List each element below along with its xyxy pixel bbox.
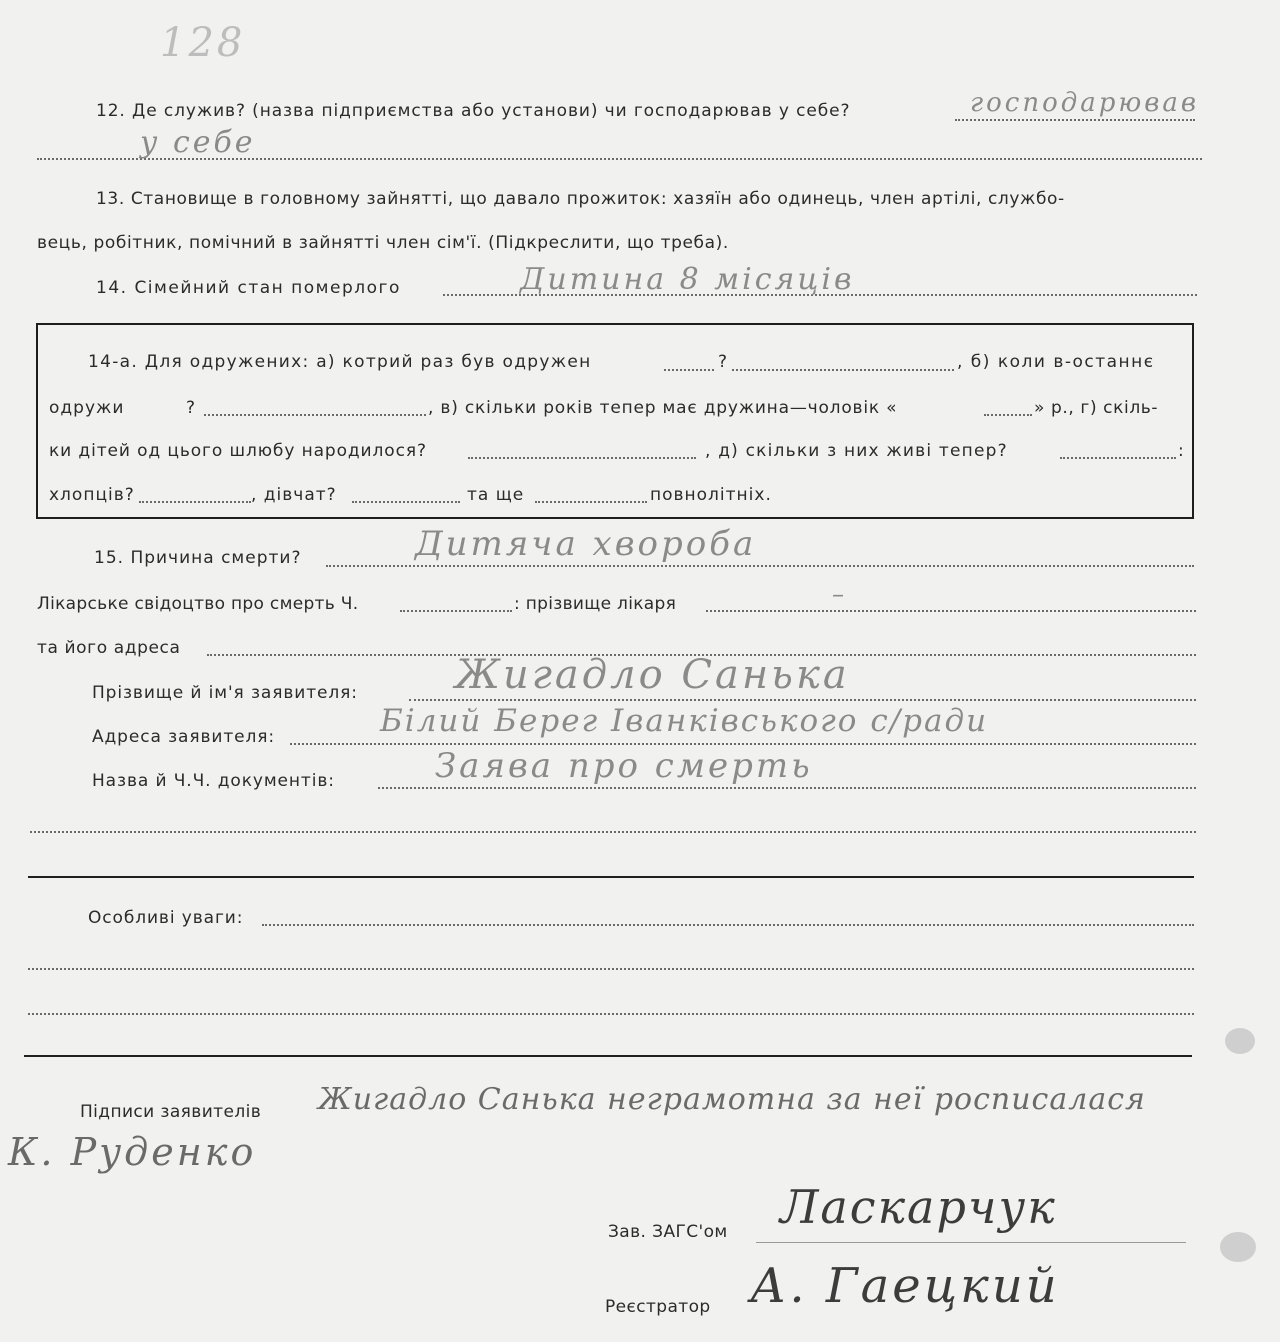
item14a-line4-a: хлопців? <box>49 485 135 505</box>
item14a-times-married-field <box>664 369 714 371</box>
pencil-page-number: 128 <box>160 20 246 66</box>
item14a-line3-b: , д) скільки з них живі тепер? <box>705 441 1008 461</box>
section-divider-2 <box>24 1055 1192 1057</box>
remarks-field-2 <box>28 968 1194 970</box>
item12-answer: господарював <box>970 88 1200 118</box>
applicant-address-answer: Білий Берег Іванківського с/ради <box>380 703 989 739</box>
item14a-line2-b: , в) скільки років тепер має дружина—чоловік « <box>428 398 898 418</box>
item15-answer: Дитяча хвороба <box>415 524 757 564</box>
item14a-children-living-field <box>1060 457 1176 459</box>
item14a-girls-field <box>352 501 460 503</box>
item14a-line4-b: , дівчат? <box>251 485 337 505</box>
medical-doctor-label: : прізвище лікаря <box>514 594 677 614</box>
item14a-line1-b: , б) коли в-останнє <box>957 352 1155 372</box>
applicant-docs-label: Назва й Ч.Ч. документів: <box>92 771 335 791</box>
applicant-name-field <box>409 699 1196 701</box>
remarks-field-3 <box>28 1013 1194 1015</box>
item15-label: 15. Причина смерти? <box>94 548 302 568</box>
item14a-line2-c: » р., г) скіль- <box>1034 398 1159 418</box>
item15-answer-line <box>326 565 1194 567</box>
item14a-last-married-field <box>204 414 426 416</box>
applicant-docs-answer: Заява про смерть <box>435 746 813 786</box>
item14a-spouse-age-field <box>984 414 1032 416</box>
item14a-adults-field <box>535 501 647 503</box>
applicant-docs-field <box>378 787 1196 789</box>
item14a-line1-q: ? <box>718 352 729 372</box>
registrar-label: Реєстратор <box>605 1297 711 1317</box>
item14a-line2-a: одружи <box>49 398 125 418</box>
applicant-name-answer: Жигадло Санька <box>455 652 850 698</box>
item14a-times-married-field-2 <box>732 369 954 371</box>
item13-line1: 13. Становище в головному зайнятті, що давало прожиток: хазяїн або одинець, член артілі, службо- <box>96 189 1065 209</box>
medical-doctor-field <box>706 610 1196 612</box>
item14a-line4-c: та ще <box>467 485 525 505</box>
applicant-docs-field-2 <box>30 831 1196 833</box>
item14a-line3-a: ки дітей од цього шлюбу народилося? <box>49 441 427 461</box>
medical-address-label: та його адреса <box>37 638 181 658</box>
applicant-address-field <box>290 743 1196 745</box>
item14a-boys-field <box>139 501 251 503</box>
applicant-signature-line2: К. Руденко <box>8 1130 257 1174</box>
item12-answer-continued: у себе <box>140 125 256 160</box>
signatures-label: Підписи заявителів <box>80 1102 262 1122</box>
item14a-line3-c: : <box>1178 441 1185 461</box>
item14-answer: Дитина 8 місяців <box>520 262 855 297</box>
paper-speck <box>1220 1232 1256 1262</box>
medical-doctor-answer: – <box>832 580 847 608</box>
zags-signature: Ласкарчук <box>780 1180 1057 1234</box>
item14a-line2-q: ? <box>186 398 197 418</box>
remarks-label: Особливі уваги: <box>88 908 244 928</box>
item14a-children-born-field <box>468 457 696 459</box>
applicant-signature-line1: Жигадло Санька неграмотна за неї росписалася <box>318 1082 1146 1117</box>
paper-speck <box>1225 1028 1255 1054</box>
item12-answer-line <box>955 119 1195 121</box>
item14a-line4-d: повнолітніх. <box>650 485 772 505</box>
remarks-field-1 <box>262 924 1194 926</box>
section-divider-1 <box>28 876 1194 878</box>
medical-certificate-label: Лікарське свідоцтво про смерть Ч. <box>37 594 359 614</box>
item12-label: 12. Де служив? (назва підприємства або установи) чи господарював у себе? <box>96 101 851 121</box>
item14a-line1-a: 14-а. Для одружених: а) котрий раз був одружен <box>88 352 592 372</box>
item14-label: 14. Сімейний стан померлого <box>96 278 401 298</box>
zags-label: Зав. ЗАГС'ом <box>608 1222 728 1242</box>
applicant-address-label: Адреса заявителя: <box>92 727 276 747</box>
applicant-name-label: Прізвище й ім'я заявителя: <box>92 683 358 703</box>
registrar-signature: А. Гаецкий <box>750 1258 1060 1314</box>
zags-signature-line <box>756 1242 1186 1243</box>
medical-certificate-number-field <box>400 610 512 612</box>
item13-line2: вець, робітник, помічний в зайнятті член сім'ї. (Підкреслити, що треба). <box>37 233 729 253</box>
